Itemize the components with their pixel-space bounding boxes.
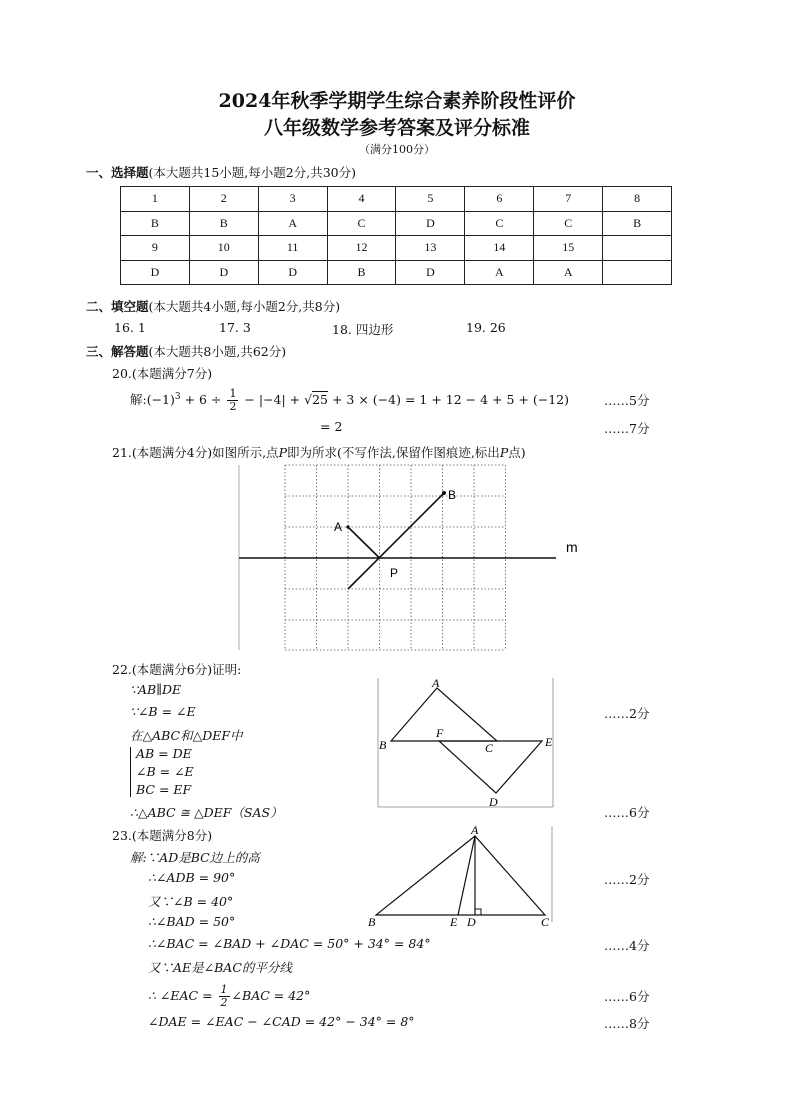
q23-score1: ……2分 (604, 872, 650, 887)
label-d: D (489, 795, 498, 809)
sqrt-icon: √ (304, 392, 313, 407)
table-cell: 6 (465, 187, 534, 212)
table-cell: 15 (534, 236, 603, 261)
q23-line1: 解:∵AD是BC边上的高 (130, 850, 260, 865)
point-b-dot (442, 491, 446, 495)
q22-header: 22.(本题满分6分)证明: (112, 662, 242, 677)
q21-point-p: P (278, 445, 287, 460)
table-cell: D (396, 260, 465, 285)
table-cell: B (603, 211, 672, 236)
choice-answer-table (120, 186, 672, 285)
q23-score3: ……6分 (604, 989, 650, 1004)
point-a-dot (346, 525, 349, 528)
table-cell: D (121, 260, 190, 285)
q20-frac-num: 1 (229, 387, 237, 400)
q20-solution-line1 (130, 388, 569, 413)
table-cell: D (396, 211, 465, 236)
label-c: C (485, 741, 494, 755)
section3-label: 三、解答题 (86, 344, 149, 359)
right-angle-mark (475, 909, 481, 915)
q20-score2: ……7分 (604, 421, 650, 436)
table-cell: 13 (396, 236, 465, 261)
q22-line4: ∴△ABC ≅ △DEF（SAS） (130, 805, 283, 820)
q23-line2: ∴∠ADB = 90° (148, 870, 236, 885)
q20-part-b: − |−4| + (240, 392, 305, 407)
q20-part-c: + 3 × (−4) = 1 + 12 − 4 + 5 + (−12) (328, 392, 569, 407)
table-cell: 3 (258, 187, 327, 212)
label-p: P (390, 566, 399, 580)
table-row (121, 211, 672, 236)
q22-figure (376, 676, 556, 810)
q21-point-p2: P (499, 445, 509, 460)
q20-exponent: 3 (174, 391, 181, 402)
q20-sqrt-arg: 25 (312, 392, 329, 407)
section3-desc: (本大题共8小题,共62分) (148, 344, 287, 359)
q23-line4: ∴∠BAD = 50° (148, 914, 236, 929)
q23-line8: ∠DAE = ∠EAC − ∠CAD = 42° − 34° = 8° (148, 1014, 415, 1029)
q22-line3: 在△ABC和△DEF中 (130, 728, 243, 743)
q20-header: 20.(本题满分7分) (112, 366, 213, 381)
table-cell: 1 (121, 187, 190, 212)
label-d: D (467, 915, 476, 929)
label-a: A (471, 823, 479, 837)
table-cell: D (189, 260, 258, 285)
label-b: B (379, 738, 387, 752)
q20-solution-line2: = 2 (320, 419, 343, 434)
label-f: F (436, 726, 444, 740)
segment-a-p (348, 527, 380, 558)
table-cell: B (121, 211, 190, 236)
table-cell: 14 (465, 236, 534, 261)
q21-header (112, 443, 526, 461)
q23-fraction (219, 984, 230, 1009)
table-cell: 5 (396, 187, 465, 212)
table-cell: 2 (189, 187, 258, 212)
q21-grid-figure (230, 462, 590, 654)
label-a: A (432, 676, 440, 690)
q23-score2: ……4分 (604, 938, 650, 953)
table-cell: 10 (189, 236, 258, 261)
label-e: E (450, 915, 458, 929)
q20-prefix: 解:(−1) (130, 392, 175, 407)
table-cell: 7 (534, 187, 603, 212)
q23-line7-a: ∴ ∠EAC = (148, 988, 217, 1003)
q22-line2: ∵∠B = ∠E (130, 704, 196, 719)
label-c: C (541, 915, 550, 929)
q22-line1: ∵AB∥DE (130, 682, 182, 697)
section2-heading (86, 297, 340, 315)
fill-answer-17: 17. 3 (219, 320, 251, 335)
label-b: B (448, 488, 457, 502)
q20-part-a: + 6 ÷ (180, 392, 226, 407)
q23-score4: ……8分 (604, 1016, 650, 1031)
section1-heading (86, 163, 356, 181)
q21-header-start: 21.(本题满分4分)如图所示,点 (112, 445, 279, 460)
page-title: 2024年秋季学期学生综合素养阶段性评价 (218, 90, 576, 112)
q22-brace-line3: BC = EF (136, 782, 192, 797)
label-e: E (545, 735, 553, 749)
table-cell: A (534, 260, 603, 285)
section3-heading (86, 342, 286, 360)
q23-line7-b: ∠BAC = 42° (231, 988, 311, 1003)
q23-line7 (148, 984, 310, 1009)
label-a: A (334, 520, 343, 534)
q23-header: 23.(本题满分8分) (112, 828, 213, 843)
q23-frac-den: 2 (220, 996, 228, 1009)
q22-score1: ……2分 (604, 706, 650, 721)
label-m: m (566, 539, 578, 555)
table-cell: 8 (603, 187, 672, 212)
section1-desc: (本大题共15小题,每小题2分,共30分) (148, 165, 356, 180)
table-cell: C (465, 211, 534, 236)
q23-frac-num: 1 (220, 983, 228, 996)
table-cell: 9 (121, 236, 190, 261)
label-b: B (368, 915, 376, 929)
q20-score1: ……5分 (604, 393, 650, 408)
q22-brace-line2: ∠B = ∠E (136, 764, 194, 779)
page-subtitle: 八年级数学参考答案及评分标准 (263, 117, 530, 139)
q20-fraction (227, 388, 238, 413)
section1-label: 一、选择题 (86, 165, 149, 180)
table-row (121, 236, 672, 261)
q23-line3: 又∵∠B = 40° (148, 894, 234, 909)
table-cell (603, 260, 672, 285)
table-cell: B (327, 260, 396, 285)
q22-brace (130, 747, 131, 797)
q22-brace-line1: AB = DE (136, 746, 192, 761)
fill-answer-18: 18. 四边形 (332, 322, 394, 337)
table-cell: C (534, 211, 603, 236)
fill-answer-19: 19. 26 (466, 320, 506, 335)
table-cell: 4 (327, 187, 396, 212)
full-score-note: （满分100分） (359, 143, 435, 156)
q23-line6: 又∵AE是∠BAC的平分线 (148, 960, 292, 975)
q22-score2: ……6分 (604, 805, 650, 820)
table-cell: B (189, 211, 258, 236)
table-cell: C (327, 211, 396, 236)
triangle-abc (391, 688, 497, 741)
section2-desc: (本大题共4小题,每小题2分,共8分) (148, 299, 341, 314)
q21-header-mid: 即为所求(不写作法,保留作图痕迹,标出 (286, 445, 500, 460)
q20-frac-den: 2 (229, 400, 237, 413)
table-cell: D (258, 260, 327, 285)
section2-label: 二、填空题 (86, 299, 149, 314)
table-cell (603, 236, 672, 261)
table-cell: 12 (327, 236, 396, 261)
table-cell: A (465, 260, 534, 285)
q21-header-end: 点) (508, 445, 526, 460)
table-row (121, 260, 672, 285)
table-cell: A (258, 211, 327, 236)
table-cell: 11 (258, 236, 327, 261)
q23-line5: ∴∠BAC = ∠BAD + ∠DAC = 50° + 34° = 84° (148, 936, 431, 951)
table-row (121, 187, 672, 212)
fill-answer-16: 16. 1 (114, 320, 146, 335)
q23-figure (364, 822, 556, 930)
